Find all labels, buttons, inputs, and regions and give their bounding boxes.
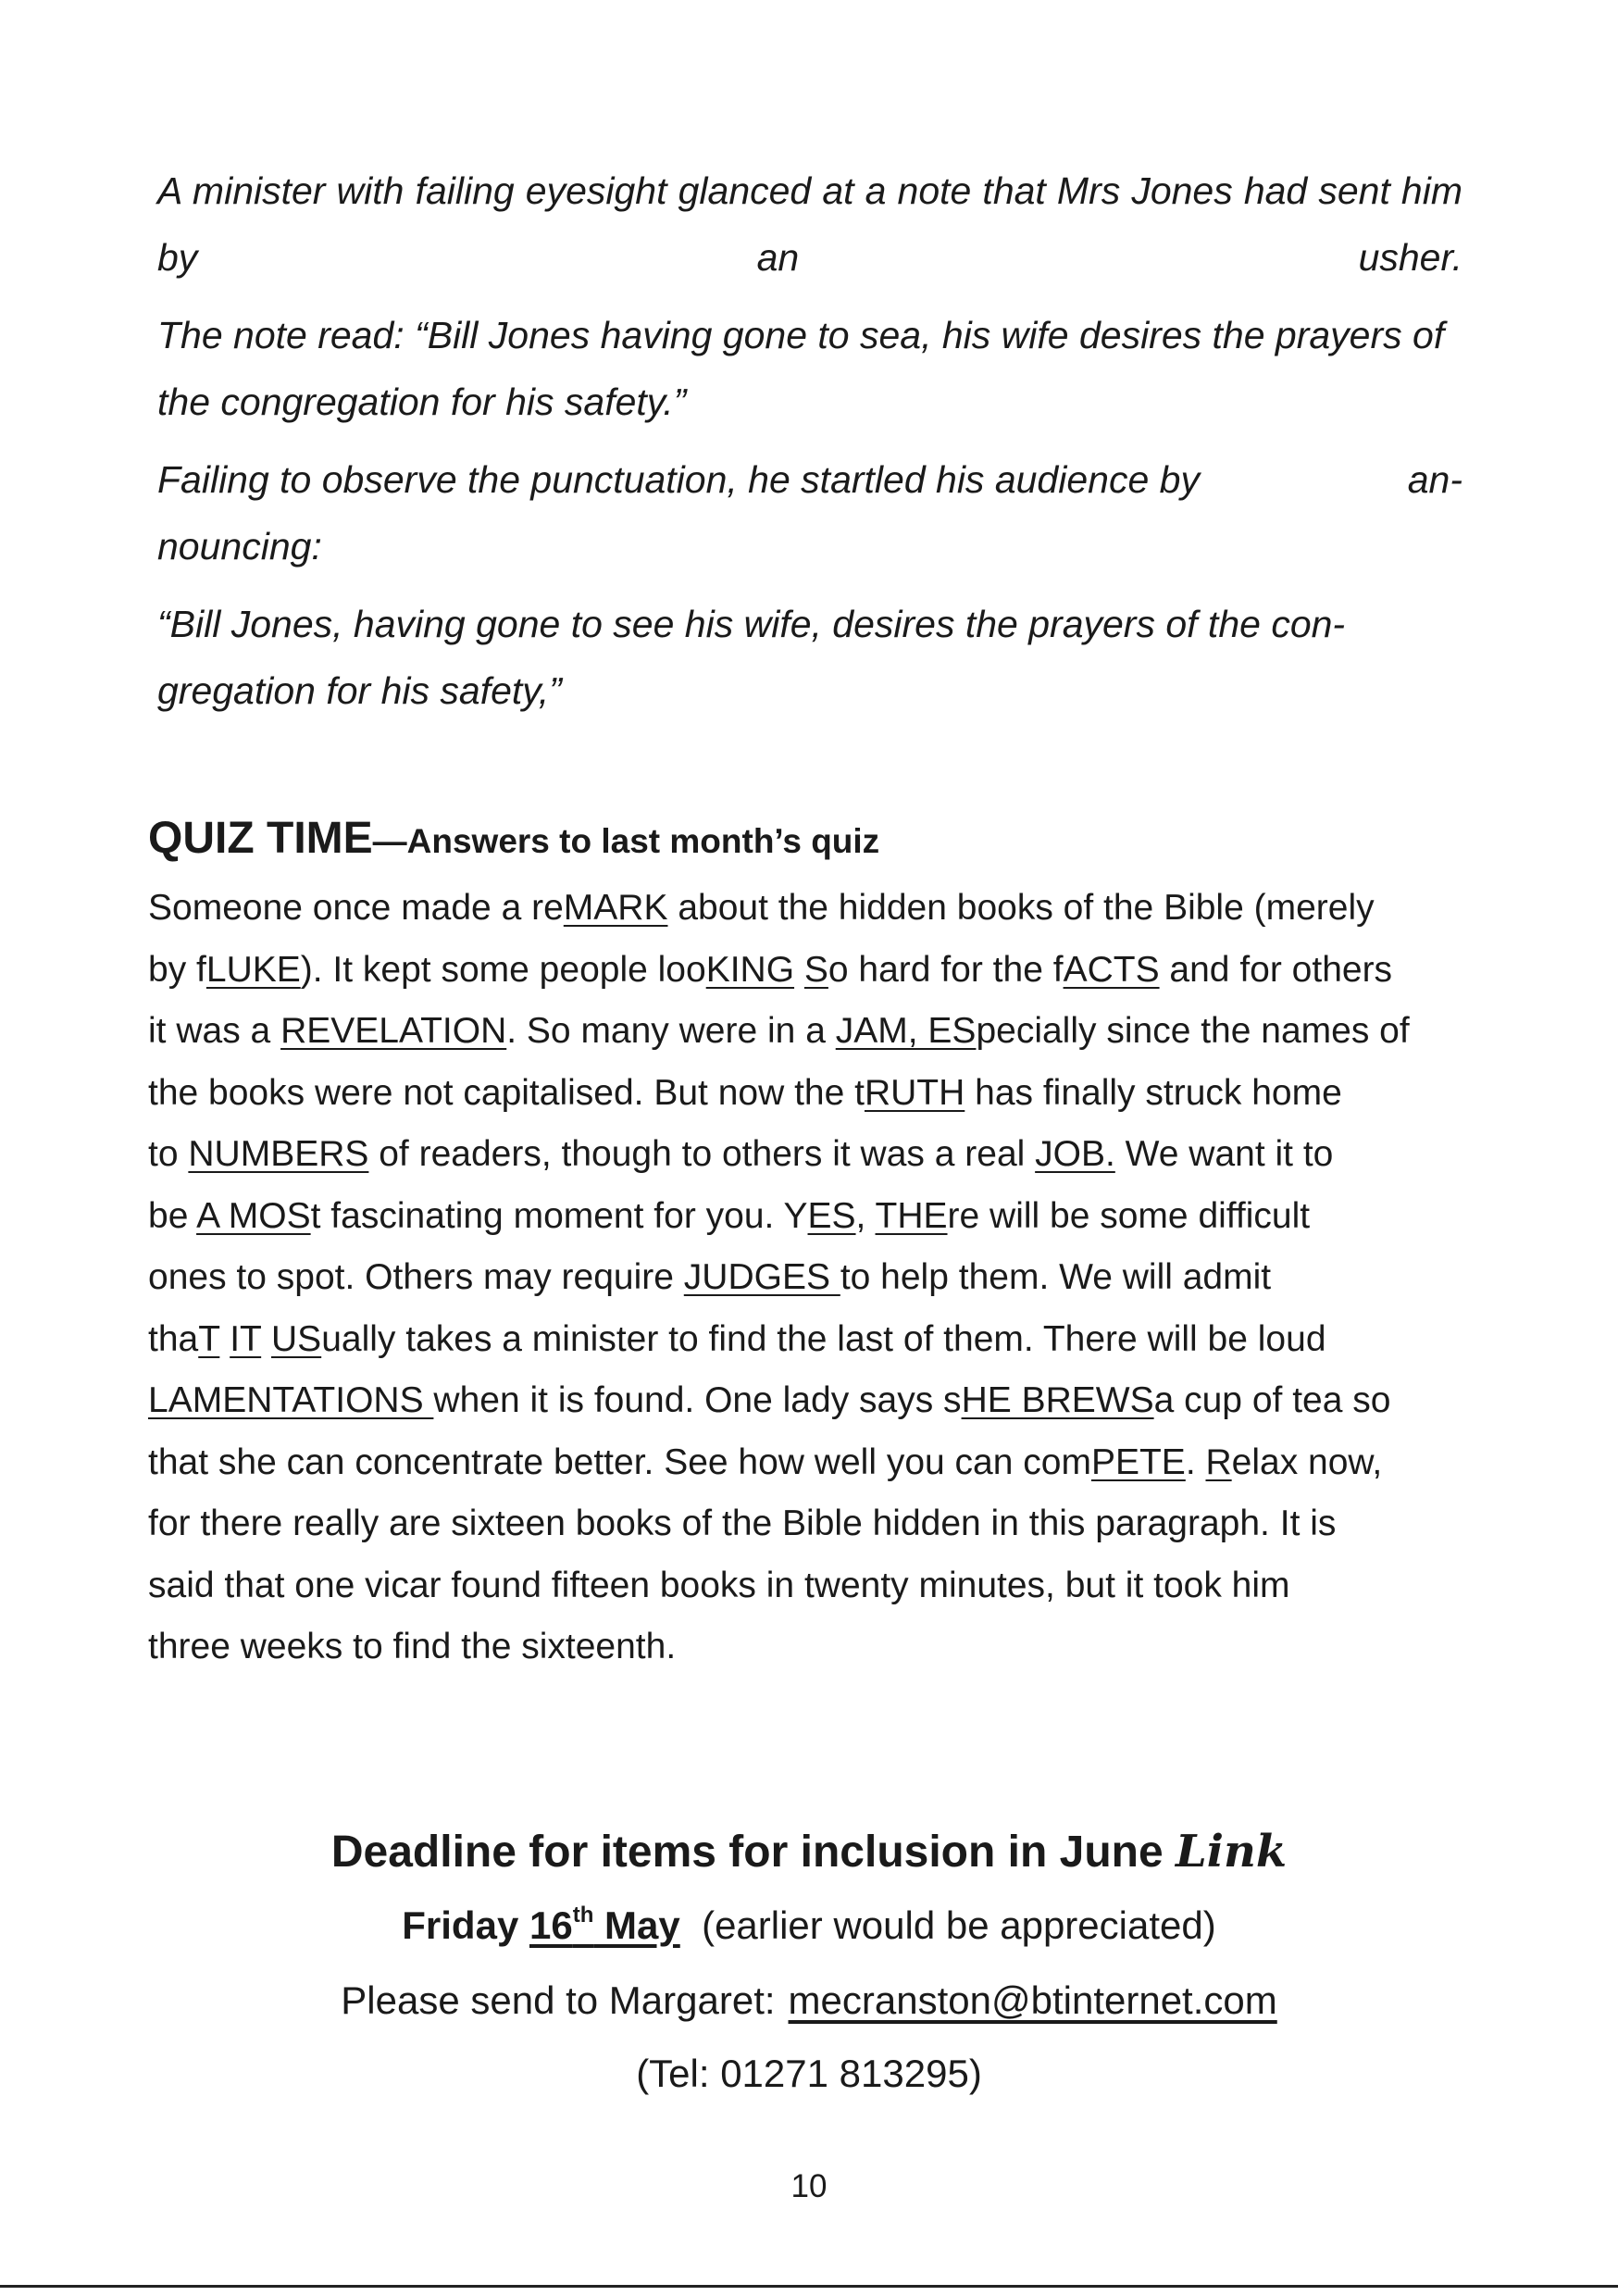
hidden-book-name: IT bbox=[230, 1318, 262, 1359]
hidden-book-name: JAM, ES bbox=[835, 1011, 977, 1051]
deadline-day-suffix: th bbox=[572, 1903, 594, 1928]
anecdote-story bbox=[157, 157, 1462, 735]
hidden-book-name: T bbox=[198, 1318, 220, 1359]
quiz-text: t fascinating moment for you. Y bbox=[310, 1195, 808, 1236]
deadline-date-bold bbox=[402, 1903, 679, 1947]
deadline-day-number: 16 bbox=[529, 1903, 573, 1947]
story-paragraph-3-text-b: an- bbox=[1407, 458, 1462, 501]
quiz-line bbox=[148, 1555, 1481, 1617]
hidden-book-name: LAMENTATIONS bbox=[148, 1380, 434, 1420]
quiz-text: has finally struck home bbox=[965, 1072, 1342, 1113]
quiz-text: . So many were in a bbox=[506, 1011, 836, 1051]
hidden-book-name: REVELATION bbox=[280, 1011, 507, 1051]
quiz-text: ). It kept some people loo bbox=[300, 949, 706, 990]
story-paragraph-3-text-a: Failing to observe the punctuation, he startled his audience by bbox=[157, 458, 1200, 501]
hidden-book-name: MARK bbox=[563, 888, 668, 928]
quiz-text: , bbox=[855, 1195, 876, 1236]
quiz-line bbox=[148, 1001, 1481, 1063]
quiz-text: of readers, though to others it was a real bbox=[368, 1134, 1036, 1174]
story-paragraph-3-line-2: nouncing: bbox=[157, 525, 322, 568]
hidden-book-name: NUMBERS bbox=[188, 1134, 369, 1174]
story-paragraph-4-line-2: gregation for his safety,” bbox=[157, 669, 562, 712]
quiz-text: pecially since the names of bbox=[976, 1011, 1410, 1051]
quiz-text: ones to spot. Others may require bbox=[148, 1257, 684, 1297]
quiz-line bbox=[148, 1616, 1481, 1678]
deadline-contact bbox=[0, 1968, 1618, 2033]
quiz-line bbox=[148, 1124, 1481, 1186]
quiz-text: about the hidden books of the Bible (merely bbox=[667, 888, 1375, 928]
quiz-text: be bbox=[148, 1195, 197, 1236]
link-magazine-name: Link bbox=[1176, 1826, 1288, 1878]
quiz-text: and for others bbox=[1159, 949, 1393, 990]
hidden-book-name: ES bbox=[807, 1195, 856, 1236]
quiz-text: that she can concentrate better. See how well you can com bbox=[148, 1441, 1091, 1482]
deadline-date bbox=[0, 1893, 1618, 1958]
deadline-note: (earlier would be appreciated) bbox=[702, 1903, 1216, 1947]
quiz-text: three weeks to find the sixteenth. bbox=[148, 1627, 677, 1666]
quiz-line bbox=[148, 878, 1481, 940]
quiz-text: by f bbox=[148, 949, 206, 990]
quiz-text: We want it to bbox=[1114, 1134, 1334, 1174]
quiz-text: when it is found. One lady says s bbox=[433, 1380, 962, 1420]
quiz-text: it was a bbox=[148, 1011, 281, 1051]
quiz-text: Someone once made a re bbox=[148, 888, 564, 928]
quiz-text: said that one vicar found fifteen books in twenty minutes, but it took him bbox=[148, 1565, 1290, 1605]
deadline-date-underlined bbox=[529, 1903, 680, 1947]
story-paragraph-4 bbox=[157, 591, 1462, 724]
email-link[interactable]: mecranston@btinternet.com bbox=[788, 1978, 1277, 2022]
hidden-book-name: RUTH bbox=[864, 1072, 965, 1113]
hidden-book-name: PETE bbox=[1090, 1441, 1186, 1482]
story-paragraph-3-line-1 bbox=[157, 446, 1462, 513]
quiz-text: . bbox=[1185, 1441, 1206, 1482]
send-label: Please send to Margaret: bbox=[341, 1978, 776, 2022]
hidden-book-name: THE bbox=[875, 1195, 948, 1236]
quiz-text bbox=[219, 1319, 230, 1359]
quiz-line bbox=[148, 1247, 1481, 1309]
deadline-day: Friday bbox=[402, 1903, 529, 1947]
quiz-text: ually takes a minister to find the last of them. There will be loud bbox=[321, 1318, 1326, 1359]
story-paragraph-3 bbox=[157, 446, 1462, 580]
quiz-text: elax now, bbox=[1231, 1441, 1383, 1482]
quiz-line bbox=[148, 1370, 1481, 1432]
hidden-book-name: A MOS bbox=[196, 1195, 311, 1236]
quiz-text: to bbox=[148, 1134, 189, 1174]
quiz-text: for there really are sixteen books of the Bible hidden in this paragraph. It is bbox=[148, 1504, 1337, 1543]
quiz-line bbox=[148, 1493, 1481, 1555]
deadline-title bbox=[0, 1819, 1618, 1885]
hidden-book-name: KING bbox=[705, 949, 795, 990]
story-paragraph-4-line-1: “Bill Jones, having gone to see his wife, desires the prayers of the con- bbox=[157, 603, 1346, 645]
quiz-text: to help them. We will admit bbox=[840, 1257, 1272, 1297]
quiz-line bbox=[148, 1432, 1481, 1494]
quiz-text: tha bbox=[148, 1318, 199, 1359]
hidden-book-name: LUKE bbox=[205, 949, 301, 990]
telephone: (Tel: 01271 813295) bbox=[636, 2052, 982, 2095]
hidden-book-name: R bbox=[1205, 1441, 1232, 1482]
quiz-text: a cup of tea so bbox=[1153, 1380, 1391, 1420]
story-paragraph-1: A minister with failing eyesight glanced at a note that Mrs Jones had sent him by an usher. bbox=[157, 169, 1462, 279]
quiz-line bbox=[148, 1309, 1481, 1371]
hidden-book-name: JOB. bbox=[1035, 1134, 1115, 1174]
quiz-text bbox=[794, 950, 804, 990]
page-number: 10 bbox=[790, 2168, 828, 2204]
quiz-text: the books were not capitalised. But now the t bbox=[148, 1072, 865, 1113]
story-paragraph-2: The note read: “Bill Jones having gone to sea, his wife desires the prayers of the congregation for his safety.” bbox=[157, 314, 1445, 423]
quiz-heading bbox=[148, 813, 1481, 864]
hidden-book-name: S bbox=[803, 949, 828, 990]
quiz-text bbox=[261, 1319, 271, 1359]
quiz-text: o hard for the f bbox=[828, 949, 1064, 990]
hidden-book-name: HE BREWS bbox=[961, 1380, 1154, 1420]
quiz-text: re will be some difficult bbox=[947, 1195, 1311, 1236]
deadline-month: May bbox=[593, 1903, 680, 1947]
quiz-answer-paragraph bbox=[148, 878, 1481, 1678]
bottom-rule bbox=[0, 2285, 1618, 2288]
quiz-title: QUIZ TIME bbox=[148, 814, 373, 863]
quiz-line bbox=[148, 1186, 1481, 1248]
hidden-book-name: JUDGES bbox=[683, 1257, 840, 1297]
quiz-line bbox=[148, 940, 1481, 1002]
deadline-title-text: Deadline for items for inclusion in June bbox=[330, 1828, 1176, 1877]
hidden-book-name: ACTS bbox=[1063, 949, 1160, 990]
quiz-subtitle: —Answers to last month’s quiz bbox=[372, 822, 880, 860]
quiz-line bbox=[148, 1063, 1481, 1125]
hidden-book-name: US bbox=[271, 1318, 322, 1359]
